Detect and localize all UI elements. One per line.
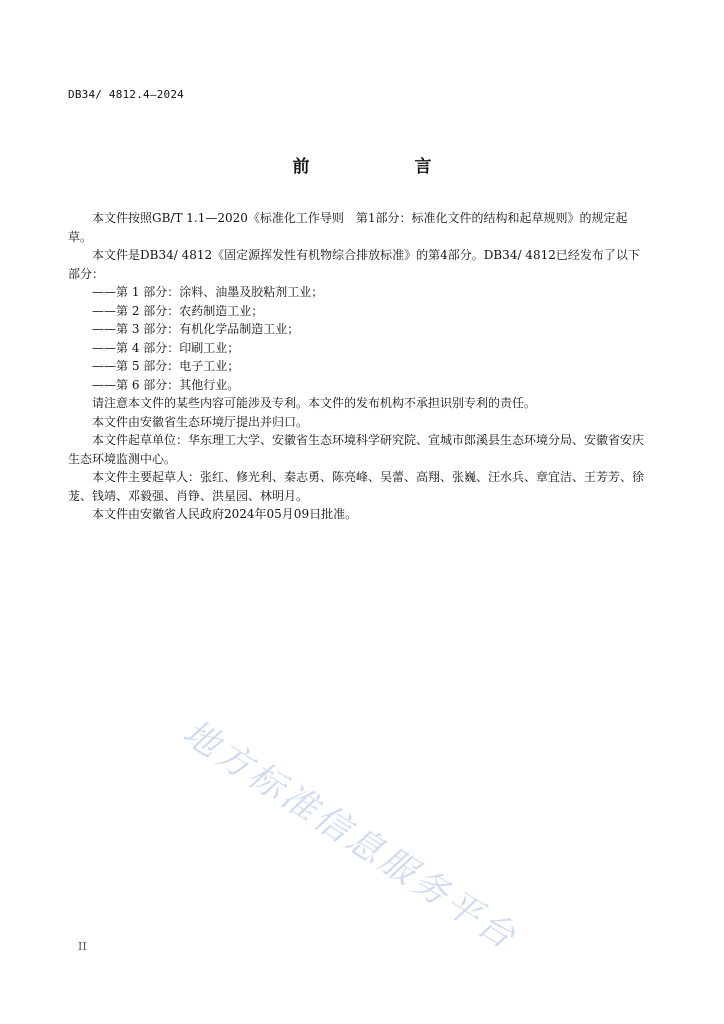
watermark: 地方标准信息服务平台 <box>175 712 525 959</box>
paragraph-drafters: 本文件主要起草人：张红、修光利、秦志勇、陈亮峰、吴蕾、高翔、张巍、汪水兵、章宜洁、王芳芳、徐茏、钱靖、邓毅强、肖铮、洪星园、林明月。 <box>68 470 645 503</box>
list-item-part-5: ——第 5 部分：电子工业； <box>92 359 240 373</box>
list-item-part-4: ——第 4 部分：印刷工业； <box>92 340 240 355</box>
paragraph-proposer: 本文件由安徽省生态环境厅提出并归口。 <box>92 414 309 429</box>
list-item-part-1: ——第 1 部分：涂料、油墨及胶粘剂工业； <box>92 285 324 299</box>
paragraph-approval: 本文件由安徽省人民政府2024年05月09日批准。 <box>92 507 358 521</box>
preface-body <box>68 209 648 524</box>
paragraph-drafting-units: 本文件起草单位：华东理工大学、安徽省生态环境科学研究院、宣城市郎溪县生态环境分局、安徽省安庆生态环境监测中心。 <box>68 433 645 466</box>
document-code: DB34/ 4812.4—2024 <box>68 88 184 101</box>
paragraph-drafting-rules: 本文件按照GB/T 1.1—2020《标准化工作导则 第1部分：标准化文件的结构和起草规则》的规定起草。 <box>68 211 628 244</box>
page-number: II <box>78 940 87 953</box>
paragraph-series-intro: 本文件是DB34/ 4812《固定源挥发性有机物综合排放标准》的第4部分。DB34/ 4812已经发布了以下部分： <box>68 248 640 281</box>
paragraph-patent-notice: 请注意本文件的某些内容可能涉及专利。本文件的发布机构不承担识别专利的责任。 <box>92 396 537 410</box>
list-item-part-6: ——第 6 部分：其他行业。 <box>92 377 240 392</box>
list-item-part-2: ——第 2 部分：农药制造工业； <box>92 303 264 318</box>
page-title: 前 言 <box>292 157 476 177</box>
list-item-part-3: ——第 3 部分：有机化学品制造工业； <box>92 322 300 336</box>
